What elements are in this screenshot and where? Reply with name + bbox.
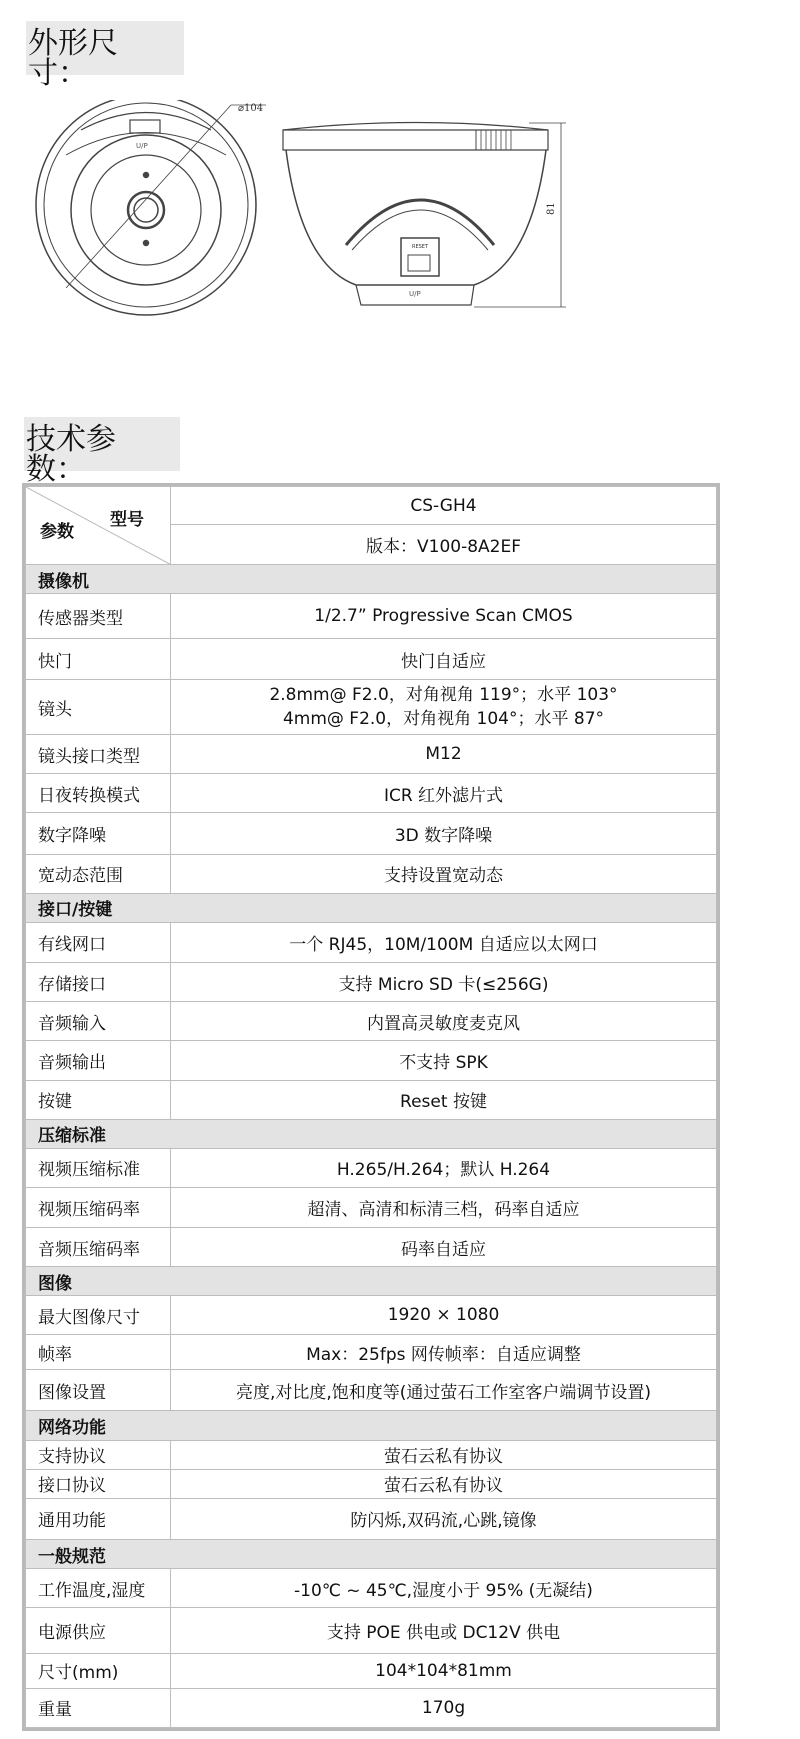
spec-value: 1/2.7” Progressive Scan CMOS <box>171 594 717 639</box>
spec-row <box>26 1569 717 1608</box>
spec-row <box>26 1688 717 1727</box>
spec-row <box>26 854 717 893</box>
spec-label: 宽动态范围 <box>26 854 171 893</box>
spec-label: 通用功能 <box>26 1498 171 1539</box>
spec-label: 快门 <box>26 639 171 680</box>
spec-row <box>26 922 717 962</box>
spec-row <box>26 1498 717 1539</box>
spec-label: 数字降噪 <box>26 813 171 854</box>
spec-value: 支持设置宽动态 <box>171 854 717 893</box>
group-title: 摄像机 <box>26 565 717 594</box>
spec-value: 支持 POE 供电或 DC12V 供电 <box>171 1608 717 1654</box>
spec-row <box>26 1148 717 1187</box>
spec-row <box>26 1370 717 1411</box>
spec-label: 有线网口 <box>26 922 171 962</box>
spec-value: 支持 Micro SD 卡(≤256G) <box>171 963 717 1002</box>
header-param-label: 参数 <box>40 522 74 543</box>
spec-label: 最大图像尺寸 <box>26 1296 171 1335</box>
spec-value: 170g <box>171 1688 717 1727</box>
spec-value-line: 4mm@ F2.0，对角视角 104°；水平 87° <box>282 709 605 730</box>
spec-value-line: 2.8mm@ F2.0，对角视角 119°；水平 103° <box>269 685 618 706</box>
spec-row <box>26 774 717 813</box>
spec-value: 防闪烁,双码流,心跳,镜像 <box>171 1498 717 1539</box>
model-row <box>26 487 717 525</box>
spec-row <box>26 1002 717 1041</box>
spec-row <box>26 1041 717 1080</box>
side-view-drawing <box>283 123 566 308</box>
spec-label: 帧率 <box>26 1335 171 1370</box>
spec-row <box>26 735 717 774</box>
version-value: 版本：V100-8A2EF <box>171 525 717 565</box>
spec-label: 尺寸(mm) <box>26 1654 171 1689</box>
spec-label: 支持协议 <box>26 1440 171 1469</box>
spec-label: 音频输出 <box>26 1041 171 1080</box>
spec-value: Reset 按键 <box>171 1080 717 1119</box>
spec-row <box>26 1187 717 1227</box>
spec-label: 接口协议 <box>26 1469 171 1498</box>
spec-row <box>26 1440 717 1469</box>
header-model-label: 型号 <box>110 510 144 530</box>
outer-ring-inner <box>44 103 248 307</box>
spec-value: 萤石云私有协议 <box>171 1440 717 1469</box>
spec-value: Max：25fps 网传帧率：自适应调整 <box>171 1335 717 1370</box>
spec-row <box>26 963 717 1002</box>
spec-label: 镜头接口类型 <box>26 735 171 774</box>
spec-label: 音频压缩码率 <box>26 1228 171 1267</box>
front-view-drawing <box>36 100 266 315</box>
group-title: 网络功能 <box>26 1411 717 1440</box>
spec-value: M12 <box>171 735 717 774</box>
spec-table <box>25 486 717 1728</box>
spec-value: 不支持 SPK <box>171 1041 717 1080</box>
spec-row <box>26 1608 717 1654</box>
spec-row <box>26 813 717 854</box>
spec-row <box>26 1080 717 1119</box>
spec-label: 存储接口 <box>26 963 171 1002</box>
group-header-row <box>26 1539 717 1568</box>
group-header-row <box>26 1119 717 1148</box>
spec-table-container <box>22 483 720 1731</box>
spec-label: 视频压缩码率 <box>26 1187 171 1227</box>
side-up-label: U/P <box>409 290 421 298</box>
spec-label: 视频压缩标准 <box>26 1148 171 1187</box>
spec-value: H.265/H.264；默认 H.264 <box>171 1148 717 1187</box>
spec-value: -10℃ ~ 45℃,湿度小于 95% (无凝结) <box>171 1569 717 1608</box>
spec-value-multiline <box>171 680 717 735</box>
dimension-drawings <box>26 100 626 365</box>
spec-row <box>26 594 717 639</box>
spec-value: 1920 × 1080 <box>171 1296 717 1335</box>
spec-value: 内置高灵敏度麦克风 <box>171 1002 717 1041</box>
spec-value: ICR 红外滤片式 <box>171 774 717 813</box>
spec-value: 亮度,对比度,饱和度等(通过萤石工作室客户端调节设置) <box>171 1370 717 1411</box>
spec-label: 音频输入 <box>26 1002 171 1041</box>
spec-label: 图像设置 <box>26 1370 171 1411</box>
group-title: 一般规范 <box>26 1539 717 1568</box>
spec-row <box>26 639 717 680</box>
group-header-row <box>26 565 717 594</box>
spec-row <box>26 680 717 735</box>
dimensions-heading: 外形尺寸： <box>26 21 184 75</box>
diameter-label: ⌀104 <box>238 103 264 114</box>
header-diagonal-cell <box>26 487 171 565</box>
spec-label: 重量 <box>26 1688 171 1727</box>
spec-label: 传感器类型 <box>26 594 171 639</box>
group-title: 图像 <box>26 1267 717 1296</box>
height-label: 81 <box>546 202 557 215</box>
lens-housing <box>91 155 201 265</box>
spec-value: 3D 数字降噪 <box>171 813 717 854</box>
spec-value: 萤石云私有协议 <box>171 1469 717 1498</box>
front-up-label: U/P <box>136 142 148 150</box>
reset-label: RESET <box>412 244 429 250</box>
spec-row <box>26 1654 717 1689</box>
mid-ring <box>71 135 221 285</box>
group-title: 压缩标准 <box>26 1119 717 1148</box>
spec-value: 码率自适应 <box>171 1228 717 1267</box>
group-header-row <box>26 1267 717 1296</box>
spec-row <box>26 1469 717 1498</box>
model-value: CS-GH4 <box>171 487 717 525</box>
spec-row <box>26 1335 717 1370</box>
spec-label: 按键 <box>26 1080 171 1119</box>
spec-value: 104*104*81mm <box>171 1654 717 1689</box>
spec-label: 工作温度,湿度 <box>26 1569 171 1608</box>
spec-label: 电源供应 <box>26 1608 171 1654</box>
tech-params-heading: 技术参数： <box>24 417 180 471</box>
spec-label: 镜头 <box>26 680 171 735</box>
spec-value: 超清、高清和标清三档，码率自适应 <box>171 1187 717 1227</box>
spec-row <box>26 1296 717 1335</box>
spec-row <box>26 1228 717 1267</box>
group-header-row <box>26 893 717 922</box>
spec-value: 快门自适应 <box>171 639 717 680</box>
top-slot <box>130 120 160 133</box>
group-header-row <box>26 1411 717 1440</box>
spec-value: 一个 RJ45，10M/100M 自适应以太网口 <box>171 922 717 962</box>
group-title: 接口/按键 <box>26 893 717 922</box>
spec-label: 日夜转换模式 <box>26 774 171 813</box>
